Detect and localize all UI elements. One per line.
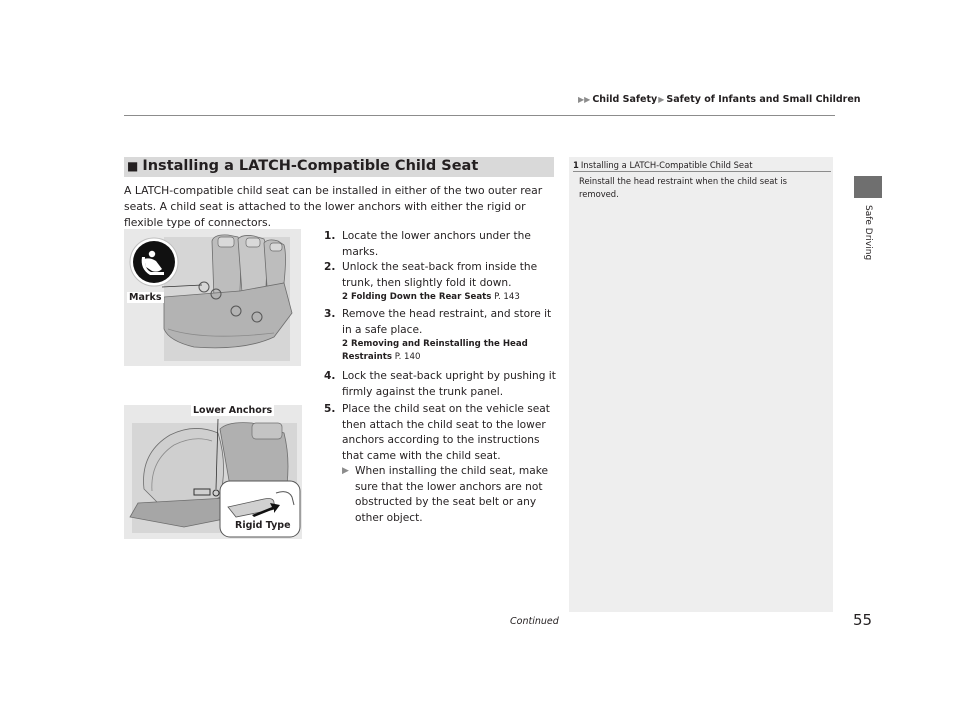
step-4: 4. Lock the seat-back upright by pushing it firmly against the trunk panel. [324,370,556,398]
breadcrumb-child-safety[interactable]: Child Safety [592,94,658,105]
cross-reference-link[interactable]: 2 Folding Down the Rear Seats P. 143 [342,292,520,302]
sidebar-note-title: 1 Installing a LATCH-Compatible Child Seat [573,160,753,170]
cross-reference-link[interactable]: 2 Removing and Reinstalling the Head Restraints P. 140 [342,339,528,362]
step-1: 1. Locate the lower anchors under the marks. [324,230,531,258]
step-3: 3. Remove the head restraint, and store it in a safe place. 2 Removing and Reinstalling the Head Restraints P. 140 [324,307,556,364]
reference-arrow-icon: 2 [342,339,348,349]
section-heading-text: Installing a LATCH-Compatible Child Seat [142,158,479,174]
child-seat-illustration [124,405,302,539]
header-divider [124,115,835,116]
intro-paragraph: A LATCH-compatible child seat can be installed in either of the two outer rear seats. A child seat is attached to the lower anchors with either the rigid or flexible type of connectors. [124,184,543,229]
rigid-type-label: Rigid Type [235,520,291,531]
note-marker-icon: 1 [573,160,579,170]
reference-arrow-icon: 2 [342,292,348,302]
lower-anchors-label: Lower Anchors [193,405,273,416]
marks-label: Marks [129,292,162,303]
note-arrow-icon: ▶ [342,466,349,476]
figure-lower-anchors [124,405,302,539]
breadcrumb-arrow-icon: ▶ [658,95,665,104]
page-number: 55 [853,611,873,629]
step-5: 5. Place the child seat on the vehicle seat then attach the child seat to the lower anchors according to the instructions that came with the child seat. ▶ When installing the child seat, make sure that the lower anchors are not obstructed by the seat belt or any other object. [324,402,556,526]
square-bullet-icon: ■ [127,159,139,173]
sidebar-note-divider [573,171,831,172]
sidebar-note-body: Reinstall the head restraint when the child seat is removed. [579,176,788,199]
breadcrumb-arrow-icon: ▶▶ [578,95,591,104]
continued-label: Continued [510,616,559,627]
figure-rear-seat-marks [124,229,301,366]
breadcrumb [577,94,861,105]
breadcrumb-infants[interactable]: Safety of Infants and Small Children [666,94,861,105]
chapter-tab-label: Safe Driving [863,205,873,261]
step-2: 2. Unlock the seat-back from inside the trunk, then slightly fold it down. 2 Folding Down the Rear Seats P. 143 [324,260,556,304]
step-note: ▶ When installing the child seat, make sure that the lower anchors are not obstructed by the seat belt or any other object. [342,465,549,524]
sidebar-note-box [569,157,833,612]
section-heading [127,158,478,174]
chapter-tab-marker[interactable] [854,176,882,198]
